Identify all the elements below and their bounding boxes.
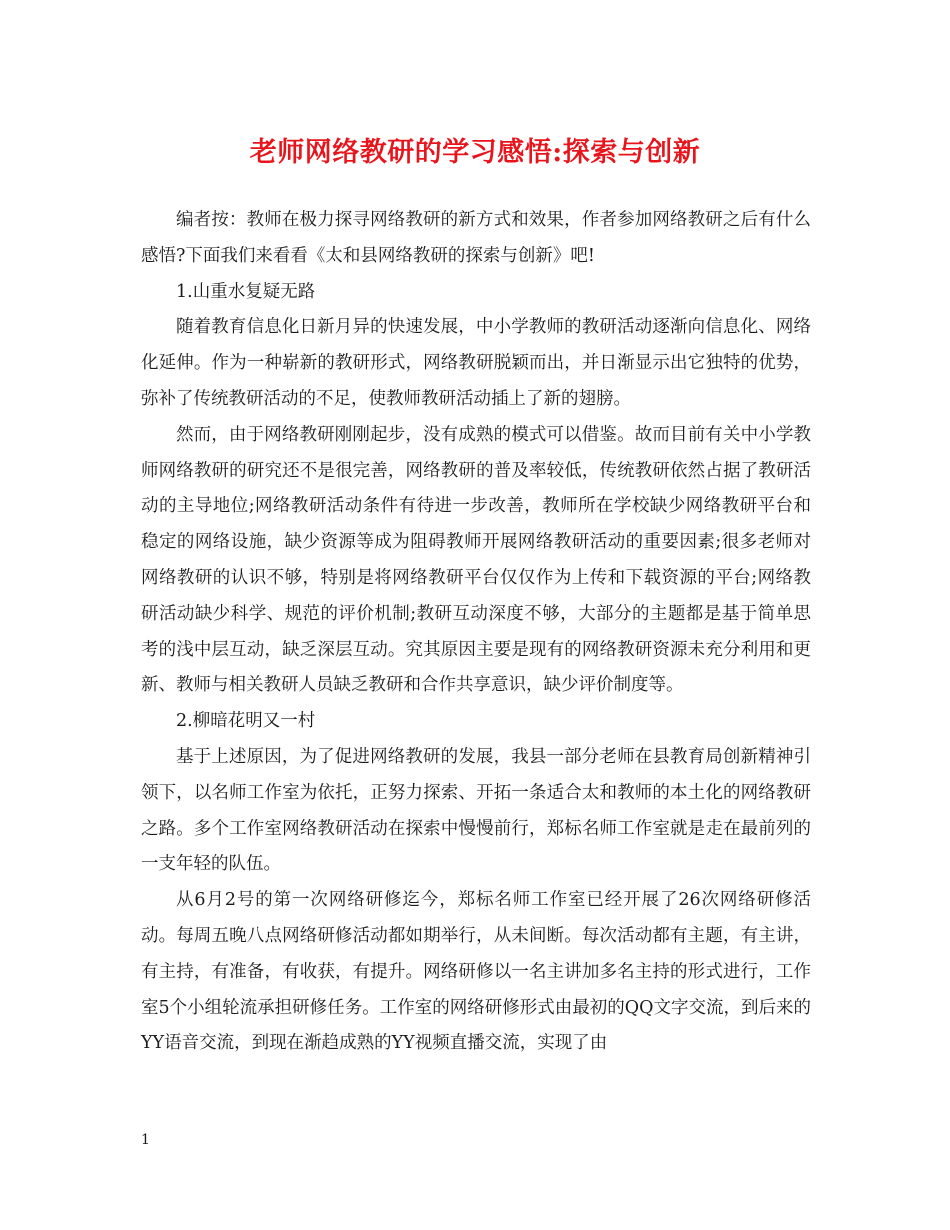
section-heading-2: 2.柳暗花明又一村 — [176, 711, 316, 732]
document-body — [141, 203, 811, 1062]
body-paragraph: 基于上述原因，为了促进网络教研的发展，我县一部分老师在县教育局创新精神引领下，以名师工作室为依托，正努力探索、开拓一条适合太和教师的本土化的网络教研之路。多个工作室网络教研活动在探索中慢慢前行，郑标名师工作室就是走在最前列的一支年轻的队伍。 — [141, 746, 811, 875]
page-number: 1 — [141, 1132, 150, 1148]
body-paragraph: 从6月2号的第一次网络研修迄今，郑标名师工作室已经开展了26次网络研修活动。每周五晚八点网络研修活动都如期举行，从未间断。每次活动都有主题，有主讲，有主持，有准备，有收获，有提升。网络研修以一名主讲加多名主持的形式进行，工作室5个小组轮流承担研修任务。工作室的网络研修形式由最初的QQ文字交流，到后来的YY语音交流，到现在渐趋成熟的YY视频直播交流，实现了由 — [141, 890, 811, 1054]
body-paragraph: 然而，由于网络教研刚刚起步，没有成熟的模式可以借鉴。故而目前有关中小学教师网络教研的研究还不是很完善，网络教研的普及率较低，传统教研依然占据了教研活动的主导地位;网络教研活动条件有待进一步改善，教师所在学校缺少网络教研平台和稳定的网络设施，缺少资源等成为阻碍教师开展网络教研活动的重要因素;很多老师对网络教研的认识不够，特别是将网络教研平台仅仅作为上传和下载资源的平台;网络教研活动缺少科学、规范的评价机制;教研互动深度不够，大部分的主题都是基于简单思考的浅中层互动，缺乏深层互动。究其原因主要是现有的网络教研资源未充分利用和更新、教师与相关教研人员缺乏教研和合作共享意识，缺少评价制度等。 — [141, 424, 811, 696]
editor-note-paragraph: 编者按：教师在极力探寻网络教研的新方式和效果，作者参加网络教研之后有什么感悟?下面我们来看看《太和县网络教研的探索与创新》吧! — [141, 210, 811, 266]
document-title: 老师网络教研的学习感悟:探索与创新 — [249, 137, 701, 168]
body-paragraph: 随着教育信息化日新月异的快速发展，中小学教师的教研活动逐渐向信息化、网络化延伸。作为一种崭新的教研形式，网络教研脱颖而出，并日渐显示出它独特的优势，弥补了传统教研活动的不足，使教师教研活动插上了新的翅膀。 — [141, 317, 811, 409]
section-heading-1: 1.山重水复疑无路 — [176, 281, 316, 302]
